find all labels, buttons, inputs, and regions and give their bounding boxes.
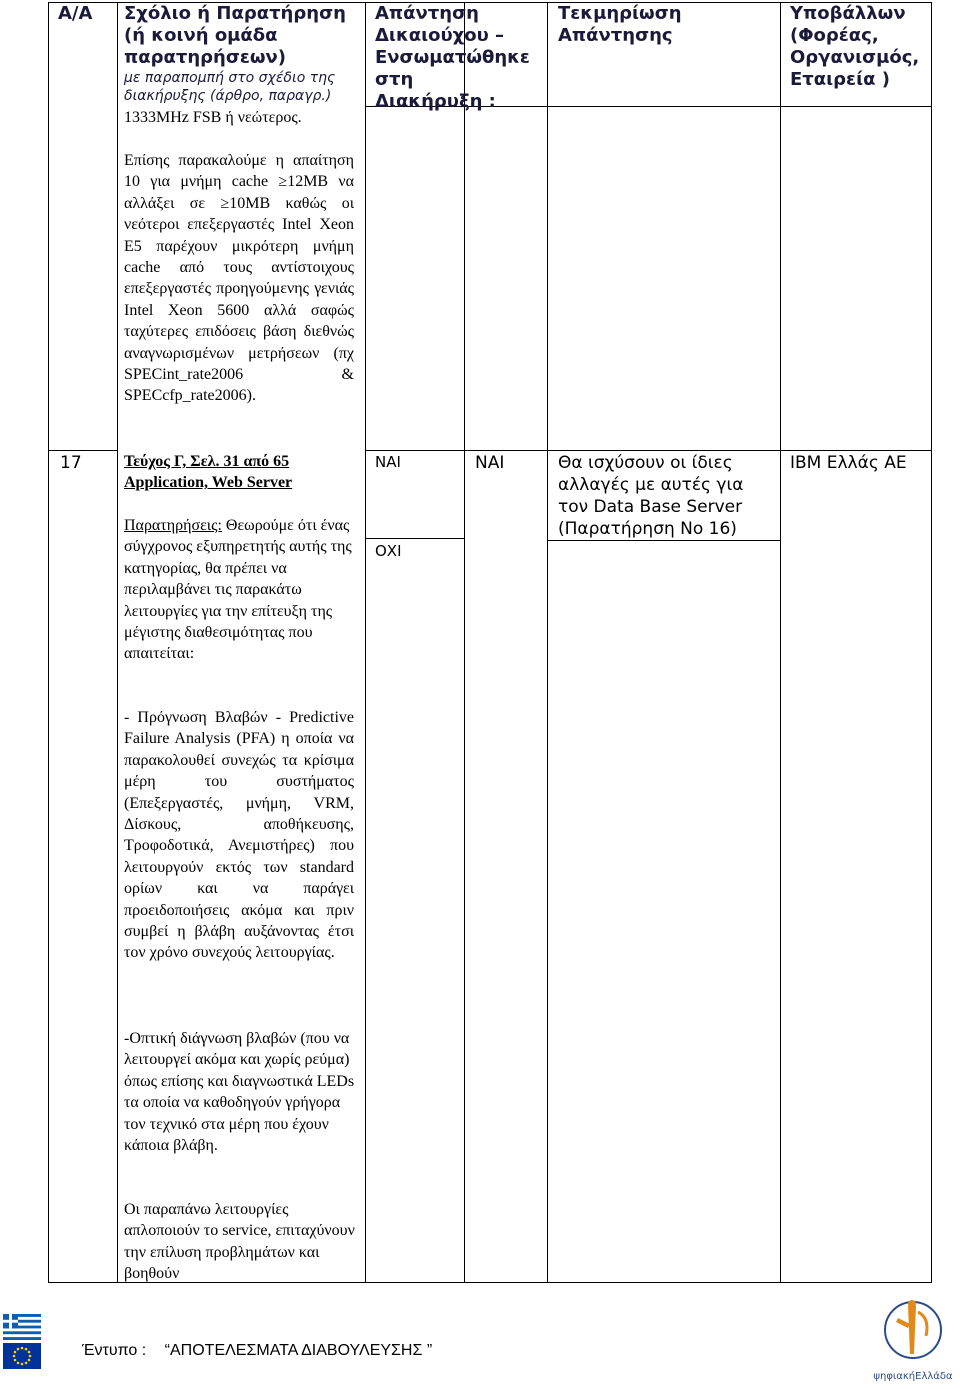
justification-text: Θα ισχύσουν οι ίδιες αλλαγές με αυτές για τον Data Base Server (Παρατήρηση Νο 16) — [558, 453, 744, 539]
form-title: “ΑΠΟΤΕΛΕΣΜΑΤΑ ΔΙΑΒΟΥΛΕΥΣΗΣ ” — [164, 1342, 433, 1359]
header-col-comment-note: με παραπομπή στο σχέδιο της διακήρυξης (άρθρο, παραγρ.) — [124, 70, 336, 104]
column-divider — [117, 3, 118, 1282]
column-divider — [780, 3, 781, 1282]
header-col-comment — [124, 3, 359, 105]
column-divider — [365, 3, 366, 1282]
prev-row-paragraph: Επίσης παρακαλούμε η απαίτηση 10 για μνήμη cache ≥12MB να αλλάξει σε ≥10MB καθώς οι νεότεροι επεξεργαστές Intel Xeon E5 παρέχουν μικρότερη μνήμη cache από τους αντίστοιχους επεξεργαστές προηγούμενης γενιάς Intel Xeon 5600 αλλά σαφώς ταχύτερες επιδόσεις βάση διεθνώς αναγνωρισμένων μετρήσεων (πχ SPECint_rate2006 & SPECcfp_rate2006). — [124, 152, 354, 405]
row-divider — [49, 450, 117, 451]
incorporated-value: ΝΑΙ — [475, 453, 505, 473]
header-col-number: Α/Α — [58, 3, 93, 24]
header-col-comment-title: Σχόλιο ή Παρατήρηση (ή κοινή ομάδα παρατηρήσεων) — [124, 3, 346, 68]
justification-divider — [547, 540, 780, 541]
header-col-submitter: Υποβάλλων (Φορέας, Οργανισμός, Εταιρεία ) — [790, 3, 920, 90]
document-reference — [124, 451, 356, 494]
answer-divider — [365, 538, 464, 539]
optical-diagnosis-paragraph: -Οπτική διάγνωση βλαβών (που να λειτουργεί ακόμα και χωρίς ρεύμα) όπως επίσης και διαγνωστικά LEDs τα οποία να καθοδηγούν γρήγορα τον τεχνικό στα μέρη που έχουν κάποια βλάβη. — [124, 1030, 355, 1155]
logo-wordmark: ψηφιακήΕλλάδα — [873, 1371, 953, 1382]
header-col-answer: Απάντηση Δικαιούχου – Ενσωματώθηκε στη Διακήρυξη : — [375, 3, 530, 112]
pfa-paragraph: - Πρόγνωση Βλαβών - Predictive Failure Analysis (PFA) η οποία να παρακολουθεί συνεχώς τα κρίσιμα μέρη του συστήματος (Επεξεργαστές, μνήμη, VRM, Δίσκους, αποθήκευσης, Τροφοδοτικά, Ανεμιστήρες) που λειτουργούν εκτός των standard ορίων και να παράγει προειδοποιήσεις ακόμα και πριν συμβεί η βλάβη αυξάνοντας έτσι τον χρόνο συνεχούς λειτουργίας. — [124, 709, 354, 962]
eu-flag-icon — [3, 1343, 41, 1369]
row-number: 17 — [60, 453, 82, 473]
observations-block — [124, 515, 354, 665]
prev-row-tail: 1333MHz FSB ή νεώτερος. — [124, 109, 302, 126]
column-divider — [547, 3, 548, 1282]
greek-flag-icon — [3, 1314, 41, 1340]
reference-page: Τεύχος Γ, Σελ. 31 από 65 — [124, 453, 290, 470]
service-paragraph: Οι παραπάνω λειτουργίες απλοποιούν το service, επιταχύνουν την επίλυση προβλημάτων και βοηθούν — [124, 1201, 355, 1283]
row-divider — [365, 450, 931, 451]
answer-no: ΟΧΙ — [375, 542, 402, 560]
observations-text: Θεωρούμε ότι ένας σύγχρονος εξυπηρετητής αυτής της κατηγορίας, θα πρέπει να περιλαμβάνει τις παρακάτω λειτουργίες για την επίτευξη της μέγιστης διαθεσιμότητας που απαιτείται: — [124, 517, 352, 663]
answer-yes: ΝΑΙ — [375, 453, 401, 471]
footer-form-line — [82, 1342, 432, 1360]
header-col-justification: Τεκμηρίωση Απάντησης — [558, 3, 682, 46]
reference-section: Application, Web Server — [124, 474, 293, 492]
column-divider — [464, 3, 465, 1282]
observations-label: Παρατηρήσεις: — [124, 517, 222, 534]
submitter-name: IBM Ελλάς ΑΕ — [790, 453, 907, 473]
digital-greece-logo — [868, 1296, 958, 1386]
form-label: Έντυπο : — [82, 1342, 147, 1359]
